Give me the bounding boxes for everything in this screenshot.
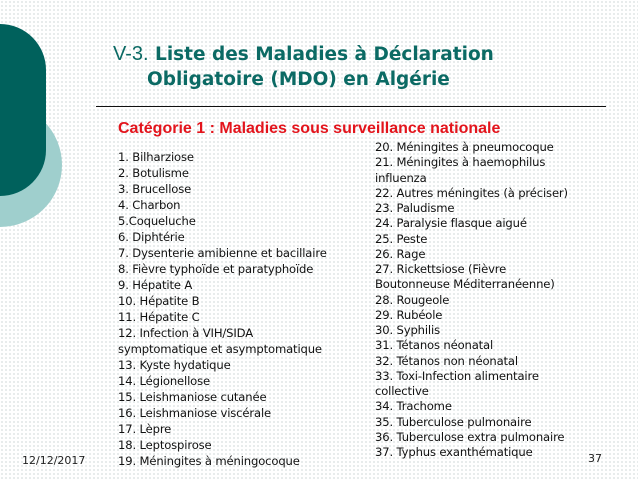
list-item: 2. Botulisme xyxy=(118,166,189,180)
list-item: 3. Brucellose xyxy=(118,182,192,196)
list-item: 30. Syphilis xyxy=(375,323,440,337)
list-item: 25. Peste xyxy=(375,231,428,246)
list-item: 21. Méningites à haemophilus xyxy=(375,155,546,170)
list-item: 24. Paralysie flasque aigué xyxy=(375,216,527,231)
list-item: 13. Kyste hydatique xyxy=(118,358,231,372)
category-heading: Catégorie 1 : Maladies sous surveillance nationale xyxy=(118,120,501,137)
list-item: 10. Hépatite B xyxy=(118,294,200,308)
list-item: 27. Rickettsiose (Fièvre xyxy=(375,262,507,276)
list-item: 35. Tuberculose pulmonaire xyxy=(375,414,532,429)
list-item: 19. Méningites à méningocoque xyxy=(118,454,300,468)
list-item: 31. Tétanos néonatal xyxy=(375,338,494,353)
list-item: 18. Leptospirose xyxy=(118,438,212,452)
list-item: 33. Toxi-Infection alimentaire xyxy=(375,368,539,383)
list-item: 26. Rage xyxy=(375,246,426,261)
list-item: 29. Rubéole xyxy=(375,307,443,322)
list-item: symptomatique et asymptomatique xyxy=(118,342,322,356)
list-item: 32. Tétanos non néonatal xyxy=(375,353,518,368)
list-item: 4. Charbon xyxy=(118,198,181,212)
list-item: 28. Rougeole xyxy=(375,292,450,307)
list-item: 1. Bilharziose xyxy=(118,150,194,164)
disease-list-right xyxy=(375,140,568,460)
list-item: 12. Infection à VIH/SIDA xyxy=(118,326,253,340)
list-item: 22. Autres méningites (à préciser) xyxy=(375,185,568,200)
list-item: 37. Typhus exanthématique xyxy=(375,445,533,459)
list-item: 17. Lèpre xyxy=(118,422,172,436)
slide-title-line1 xyxy=(113,43,494,66)
slide-title-line2: Obligatoire (MDO) en Algérie xyxy=(147,69,450,90)
title-divider xyxy=(96,106,606,107)
title-text: Liste des Maladies à Déclaration xyxy=(155,44,494,65)
list-item: 7. Dysenterie amibienne et bacillaire xyxy=(118,246,327,260)
list-item: 36. Tuberculose extra pulmonaire xyxy=(375,429,565,444)
slide-date: 12/12/2017 xyxy=(22,454,86,467)
list-item: 23. Paludisme xyxy=(375,201,455,215)
list-item: 34. Trachome xyxy=(375,399,452,414)
list-item: 14. Légionellose xyxy=(118,374,210,388)
disease-list-left xyxy=(118,149,327,469)
decorative-circle-dark xyxy=(0,24,46,196)
list-item: 20. Méningites à pneumocoque xyxy=(375,140,554,154)
list-item: 5.Coqueluche xyxy=(118,214,196,228)
list-item: 11. Hépatite C xyxy=(118,310,200,324)
list-item: 8. Fièvre typhoïde et paratyphoïde xyxy=(118,262,314,276)
list-item: 6. Diphtérie xyxy=(118,230,185,244)
page-number: 37 xyxy=(588,452,602,465)
list-item: 9. Hépatite A xyxy=(118,278,193,292)
list-item: Boutonneuse Méditerranéenne) xyxy=(375,277,555,292)
list-item: influenza xyxy=(375,170,427,185)
list-item: collective xyxy=(375,384,429,398)
list-item: 15. Leishmaniose cutanée xyxy=(118,390,267,404)
section-number: V-3. xyxy=(113,43,149,65)
list-item: 16. Leishmaniose viscérale xyxy=(118,406,271,420)
